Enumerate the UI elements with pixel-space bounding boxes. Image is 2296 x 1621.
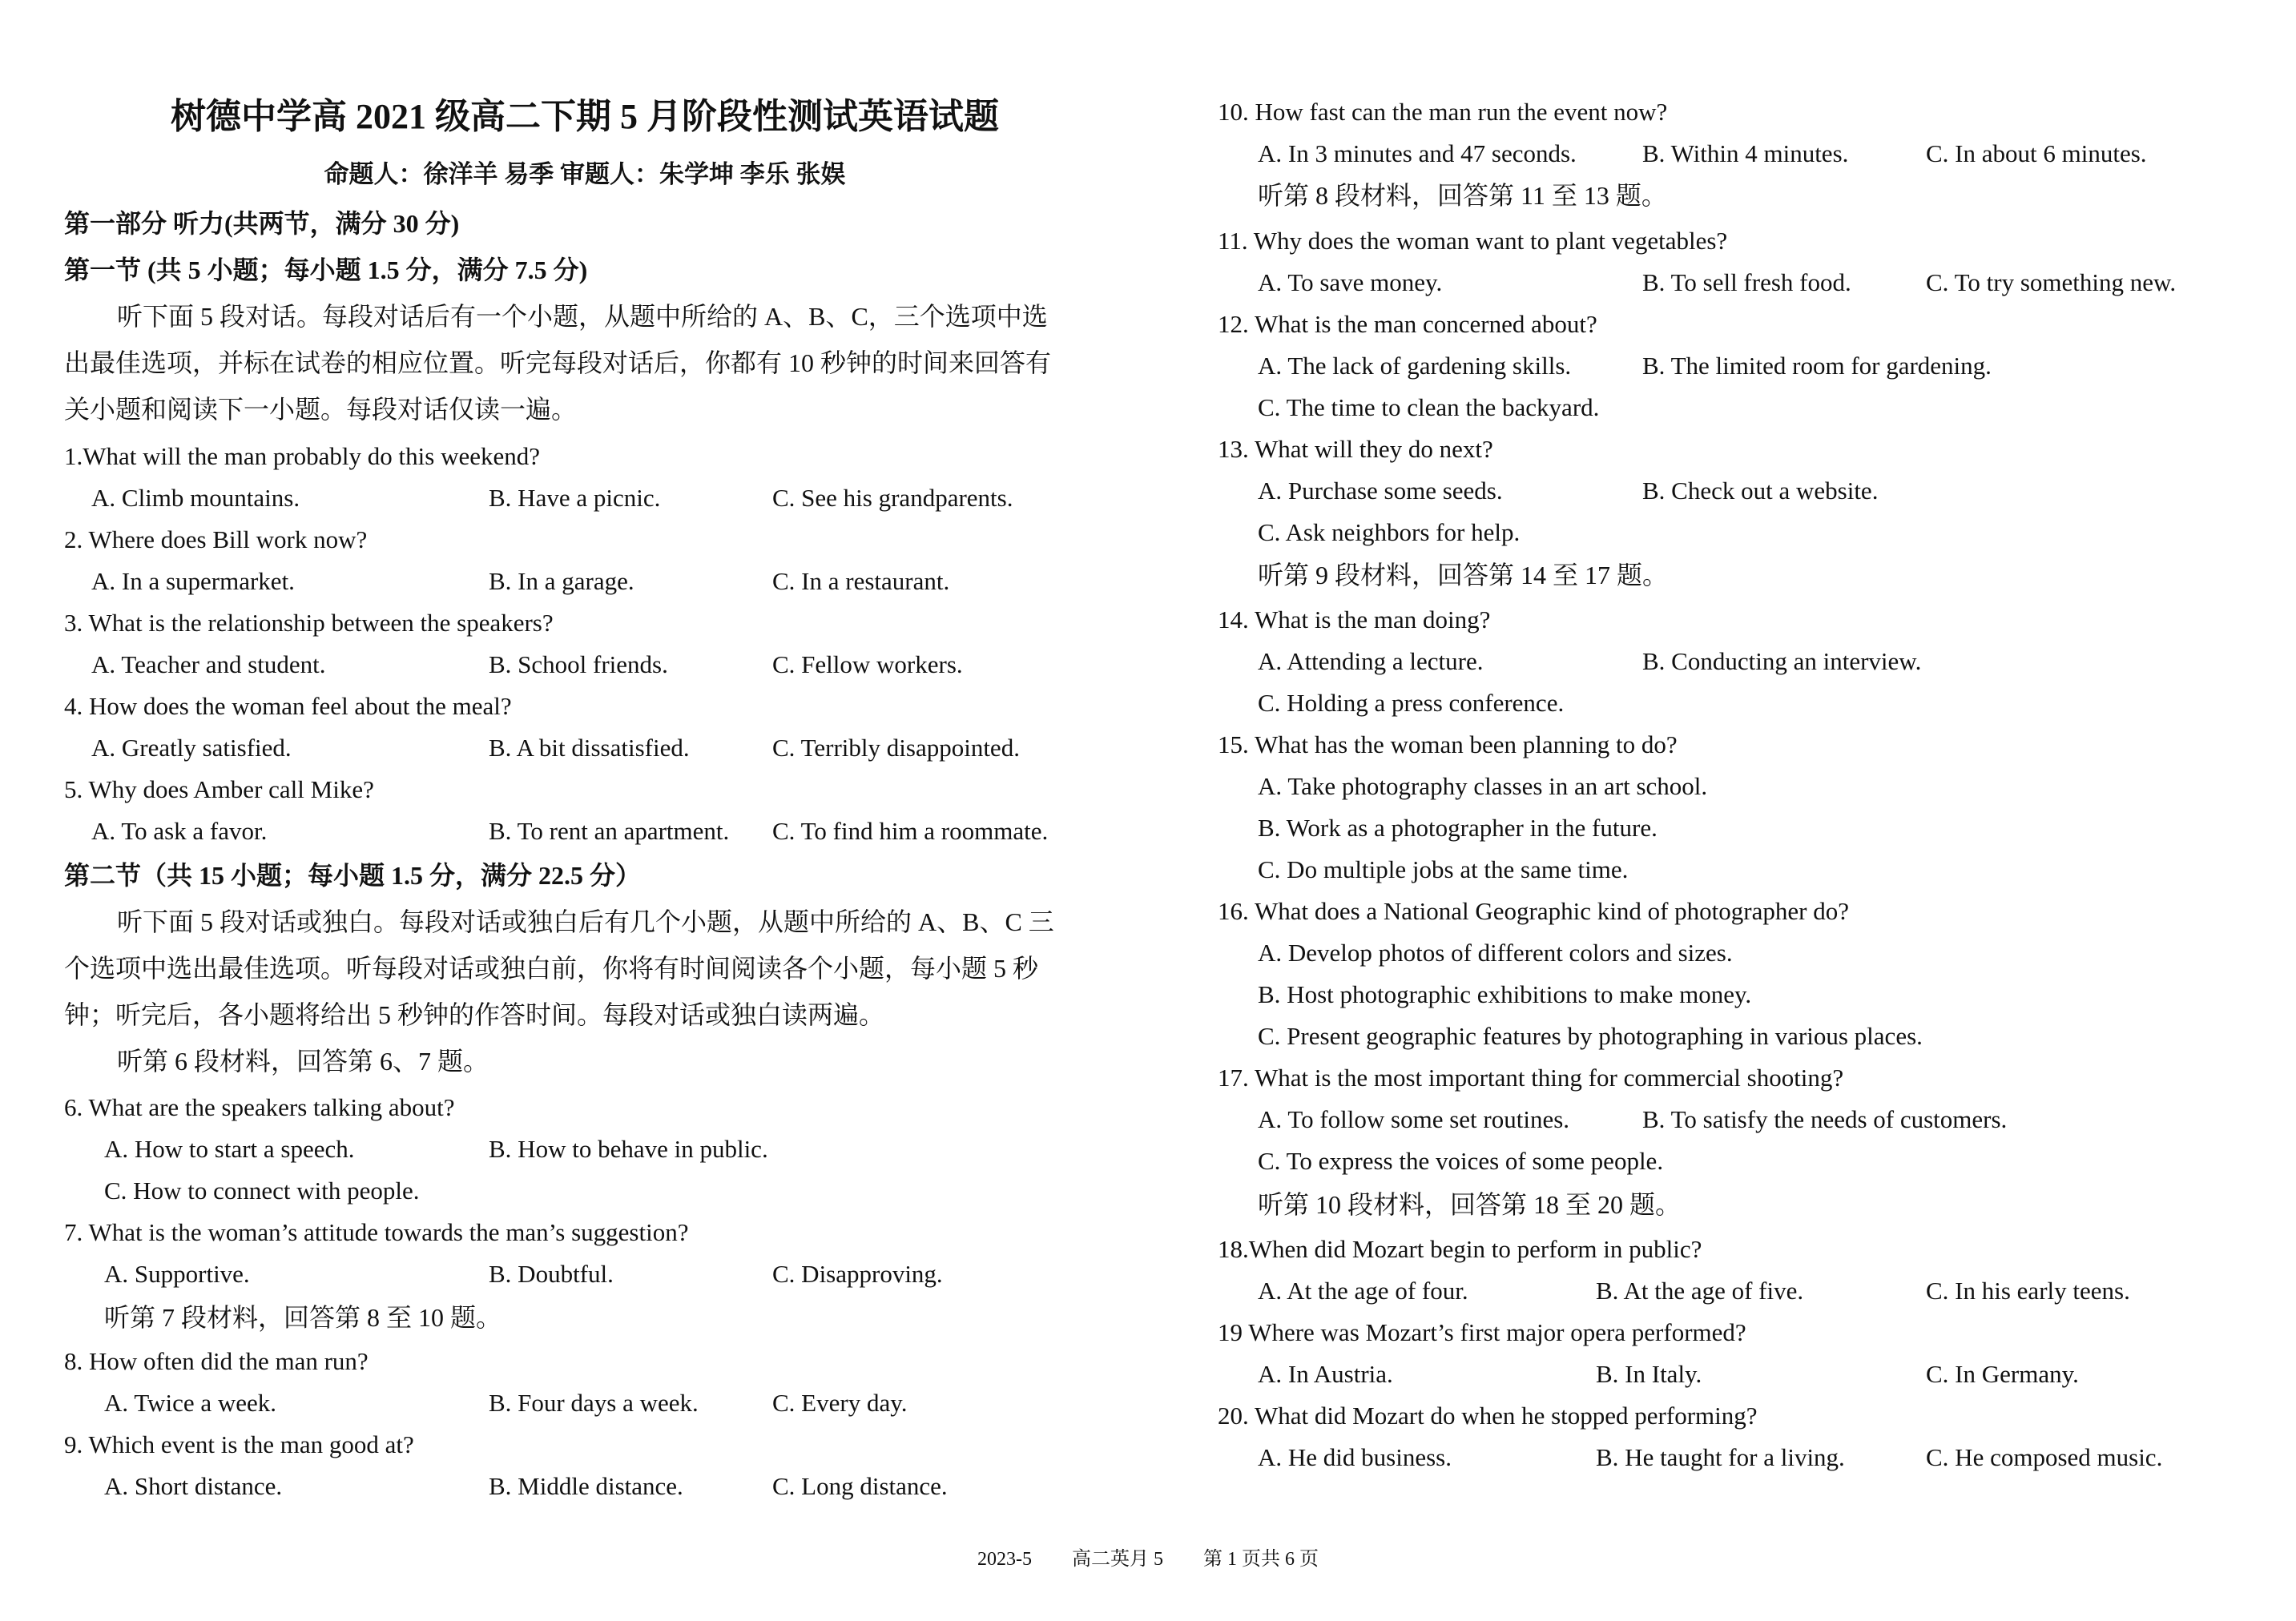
q14-option-a: A. Attending a lecture.: [1258, 647, 1484, 675]
q2-option-a: A. In a supermarket.: [91, 567, 295, 595]
q11-option-c: C. To try something new.: [1926, 268, 2177, 296]
q2-option-c: C. In a restaurant.: [772, 567, 950, 595]
part1-heading: 第一部分 听力(共两节，满分 30 分): [64, 209, 460, 238]
exam-title: 树德中学高 2021 级高二下期 5 月阶段性测试英语试题: [171, 97, 999, 136]
q17-option-b: B. To satisfy the needs of customers.: [1642, 1105, 2008, 1133]
q12-option-b: B. The limited room for gardening.: [1642, 352, 1992, 380]
q15-option-c: C. Do multiple jobs at the same time.: [1258, 855, 1629, 883]
section2-instruction-line: 个选项中选出最佳选项。听每段对话或独白前，你将有时间阅读各个小题，每小题 5 秒: [64, 954, 1039, 983]
q2-option-b: B. In a garage.: [489, 567, 634, 595]
q3-option-b: B. School friends.: [489, 650, 668, 678]
exam-authors: 命题人：徐洋羊 易季 审题人：朱学坤 李乐 张娱: [324, 160, 846, 188]
q5-option-a: A. To ask a favor.: [91, 817, 268, 845]
q7-option-a: A. Supportive.: [104, 1260, 250, 1288]
q9-option-c: C. Long distance.: [772, 1472, 948, 1500]
q6-option-a: A. How to start a speech.: [104, 1135, 355, 1163]
q10-option-a: A. In 3 minutes and 47 seconds.: [1258, 139, 1577, 167]
q3-option-c: C. Fellow workers.: [772, 650, 963, 678]
q13-option-c: C. Ask neighbors for help.: [1258, 518, 1521, 546]
q5-option-b: B. To rent an apartment.: [489, 817, 730, 845]
section1-instruction-line: 出最佳选项，并标在试卷的相应位置。听完每段对话后，你都有 10 秒钟的时间来回答有: [64, 348, 1052, 377]
q13-option-b: B. Check out a website.: [1642, 477, 1879, 505]
question-8: 8. How often did the man run?: [64, 1347, 369, 1375]
question-2: 2. Where does Bill work now?: [64, 525, 368, 553]
material-10-note: 听第 10 段材料，回答第 18 至 20 题。: [1258, 1190, 1682, 1219]
q9-option-a: A. Short distance.: [104, 1472, 283, 1500]
q20-option-c: C. He composed music.: [1926, 1443, 2163, 1471]
question-20: 20. What did Mozart do when he stopped performing?: [1218, 1402, 1758, 1430]
q8-option-b: B. Four days a week.: [489, 1389, 699, 1417]
section2-instruction-line: 钟；听完后，各小题将给出 5 秒钟的作答时间。每段对话或独白读两遍。: [64, 1000, 885, 1029]
q18-option-a: A. At the age of four.: [1258, 1277, 1468, 1305]
question-7: 7. What is the woman’s attitude towards the man’s suggestion?: [64, 1218, 689, 1246]
q11-option-a: A. To save money.: [1258, 268, 1443, 296]
q9-option-b: B. Middle distance.: [489, 1472, 683, 1500]
q14-option-c: C. Holding a press conference.: [1258, 689, 1565, 717]
question-19: 19 Where was Mozart’s first major opera performed?: [1218, 1318, 1746, 1346]
q16-option-b: B. Host photographic exhibitions to make money.: [1258, 980, 1752, 1008]
question-18: 18.When did Mozart begin to perform in public?: [1218, 1235, 1702, 1263]
material-9-note: 听第 9 段材料，回答第 14 至 17 题。: [1258, 561, 1669, 589]
question-4: 4. How does the woman feel about the meal?: [64, 692, 512, 720]
q13-option-a: A. Purchase some seeds.: [1258, 477, 1503, 505]
q6-option-b: B. How to behave in public.: [489, 1135, 768, 1163]
q19-option-a: A. In Austria.: [1258, 1360, 1393, 1388]
question-15: 15. What has the woman been planning to do?: [1218, 730, 1678, 758]
q12-option-a: A. The lack of gardening skills.: [1258, 352, 1572, 380]
section2-heading: 第二节（共 15 小题；每小题 1.5 分，满分 22.5 分）: [64, 861, 642, 890]
q15-option-b: B. Work as a photographer in the future.: [1258, 814, 1658, 842]
question-5: 5. Why does Amber call Mike?: [64, 775, 374, 803]
question-17: 17. What is the most important thing for commercial shooting?: [1218, 1064, 1844, 1092]
q17-option-a: A. To follow some set routines.: [1258, 1105, 1570, 1133]
q1-option-a: A. Climb mountains.: [91, 484, 300, 512]
section1-heading: 第一节 (共 5 小题；每小题 1.5 分，满分 7.5 分): [64, 255, 588, 284]
q19-option-c: C. In Germany.: [1926, 1360, 2079, 1388]
question-10: 10. How fast can the man run the event now?: [1218, 98, 1668, 126]
page-footer: [0, 1547, 2296, 1571]
q17-option-c: C. To express the voices of some people.: [1258, 1147, 1664, 1175]
question-1: 1.What will the man probably do this weekend?: [64, 442, 541, 470]
q6-option-c: C. How to connect with people.: [104, 1177, 420, 1205]
question-12: 12. What is the man concerned about?: [1218, 310, 1597, 338]
q15-option-a: A. Take photography classes in an art school.: [1258, 772, 1708, 800]
q10-option-c: C. In about 6 minutes.: [1926, 139, 2147, 167]
q1-option-b: B. Have a picnic.: [489, 484, 661, 512]
question-3: 3. What is the relationship between the speakers?: [64, 609, 554, 637]
q16-option-c: C. Present geographic features by photographing in various places.: [1258, 1022, 1923, 1050]
section1-instruction-line: 听下面 5 段对话。每段对话后有一个小题，从题中所给的 A、B、C，三个选项中选: [117, 302, 1048, 331]
question-14: 14. What is the man doing?: [1218, 605, 1491, 634]
footer-date: 2023-5: [977, 1549, 1032, 1570]
question-9: 9. Which event is the man good at?: [64, 1430, 414, 1458]
question-6: 6. What are the speakers talking about?: [64, 1093, 455, 1121]
q20-option-b: B. He taught for a living.: [1596, 1443, 1845, 1471]
q18-option-c: C. In his early teens.: [1926, 1277, 2130, 1305]
q1-option-c: C. See his grandparents.: [772, 484, 1013, 512]
section1-instruction-line: 关小题和阅读下一小题。每段对话仅读一遍。: [64, 395, 578, 424]
section2-instruction-line: 听下面 5 段对话或独白。每段对话或独白后有几个小题，从题中所给的 A、B、C 三: [117, 907, 1054, 936]
material-7-note: 听第 7 段材料，回答第 8 至 10 题。: [104, 1303, 502, 1332]
q8-option-a: A. Twice a week.: [104, 1389, 277, 1417]
q20-option-a: A. He did business.: [1258, 1443, 1452, 1471]
footer-code: 高二英月 5: [1072, 1549, 1163, 1570]
q14-option-b: B. Conducting an interview.: [1642, 647, 1922, 675]
question-13: 13. What will they do next?: [1218, 435, 1493, 463]
question-11: 11. Why does the woman want to plant vegetables?: [1218, 227, 1728, 255]
q10-option-b: B. Within 4 minutes.: [1642, 139, 1849, 167]
material-6-note: 听第 6 段材料，回答第 6、7 题。: [117, 1047, 489, 1076]
footer-page-number: 第 1 页共 6 页: [1203, 1549, 1319, 1570]
q18-option-b: B. At the age of five.: [1596, 1277, 1804, 1305]
q4-option-b: B. A bit dissatisfied.: [489, 734, 690, 762]
q7-option-b: B. Doubtful.: [489, 1260, 614, 1288]
q19-option-b: B. In Italy.: [1596, 1360, 1702, 1388]
q4-option-a: A. Greatly satisfied.: [91, 734, 292, 762]
q12-option-c: C. The time to clean the backyard.: [1258, 393, 1600, 421]
q3-option-a: A. Teacher and student.: [91, 650, 326, 678]
q5-option-c: C. To find him a roommate.: [772, 817, 1049, 845]
q16-option-a: A. Develop photos of different colors and sizes.: [1258, 939, 1733, 967]
q4-option-c: C. Terribly disappointed.: [772, 734, 1020, 762]
question-16: 16. What does a National Geographic kind of photographer do?: [1218, 897, 1849, 925]
q8-option-c: C. Every day.: [772, 1389, 908, 1417]
material-8-note: 听第 8 段材料，回答第 11 至 13 题。: [1258, 181, 1667, 210]
q7-option-c: C. Disapproving.: [772, 1260, 943, 1288]
q11-option-b: B. To sell fresh food.: [1642, 268, 1851, 296]
